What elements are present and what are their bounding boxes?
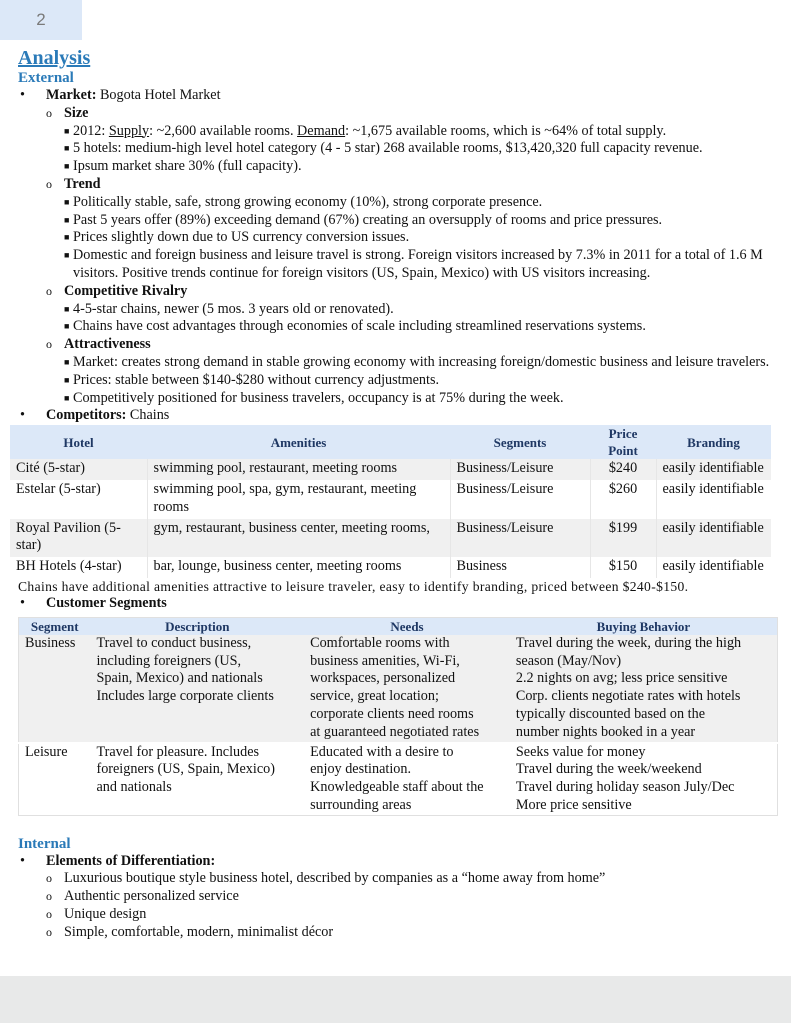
square-bullet-icon: ■ (64, 374, 70, 385)
circle-bullet-icon: o (46, 871, 52, 886)
table-row: Business Travel to conduct business, including foreigners (US, Spain, Mexico) and nationals Includes large corporate clients Comfortable rooms with business amenities, Wi-Fi, workspaces, personalized service, great location; corporate clients need rooms at guaranteed negotiated rates Travel during the week, during the high season (May/Nov) 2.2 nights on avg; less price sensitive Corp. clients negotiate rates with hotels typically discounted based on the number nights booked in a year (19, 635, 778, 743)
square-bullet-icon: ■ (64, 125, 70, 136)
attractiveness-item: ■ Market: creates strong demand in stable growing economy with increasing foreign/domestic business and leisure travelers. (64, 353, 770, 370)
column-header: Hotel (10, 425, 147, 459)
circle-bullet-icon: o (46, 283, 52, 298)
competitors-note: Chains have additional amenities attractive to leisure traveler, easy to identify branding, priced between $240-$150. (18, 578, 689, 594)
bullet-icon: • (20, 87, 25, 103)
rivalry-heading: o Competitive Rivalry (46, 282, 188, 299)
document-body (0, 46, 791, 942)
table-row: Leisure Travel for pleasure. Includes foreigners (US, Spain, Mexico) and nationals Educated with a desire to enjoy destination. Knowledgeable staff about the surrounding areas Seeks value for money Travel during the week/weekend Travel during holiday season July/Dec More price sensitive (19, 743, 778, 816)
differentiation-item: o Authentic personalized service (46, 888, 239, 905)
rivalry-item: ■ 4-5-star chains, newer (5 mos. 3 years old or renovated). (64, 300, 394, 317)
competitors-bullet: • Competitors: Chains (20, 407, 170, 424)
attractiveness-heading: o Attractiveness (46, 336, 151, 353)
differentiation-item: o Simple, comfortable, modern, minimalist décor (46, 923, 334, 940)
column-header: Segments (450, 425, 590, 459)
behavior-cell: Seeks value for money Travel during the week/weekend Travel during holiday season July/Dec More price sensitive (510, 743, 778, 816)
table-header-row (19, 617, 778, 635)
circle-bullet-icon: o (46, 176, 52, 191)
square-bullet-icon: ■ (64, 196, 70, 207)
circle-bullet-icon: o (46, 889, 52, 904)
column-header: Needs (304, 617, 510, 635)
column-header: Amenities (147, 425, 450, 459)
size-item: ■ 5 hotels: medium-high level hotel category (4 - 5 star) 268 available rooms, $13,420,320 full capacity revenue. (64, 140, 703, 157)
square-bullet-icon: ■ (64, 303, 70, 314)
market-value: Bogota Hotel Market (96, 87, 221, 103)
square-bullet-icon: ■ (64, 161, 70, 172)
page-title: Analysis (18, 47, 91, 69)
square-bullet-icon: ■ (64, 321, 70, 332)
square-bullet-icon: ■ (64, 392, 70, 403)
customer-segments-bullet: • Customer Segments (20, 594, 167, 611)
table-row: Cité (5-star) swimming pool, restaurant, meeting rooms Business/Leisure $240 easily identifiable (10, 459, 771, 480)
section-heading-external: External (18, 70, 74, 86)
behavior-cell: Travel during the week, during the high season (May/Nov) 2.2 nights on avg; less price sensitive Corp. clients negotiate rates with hotels typically discounted based on the number nights booked in a year (510, 635, 778, 743)
attractiveness-item: ■ Competitively positioned for business travelers, occupancy is at 75% during the week. (64, 389, 564, 406)
table-row: BH Hotels (4-star) bar, lounge, business center, meeting rooms Business $150 easily identifiable (10, 557, 771, 578)
description-cell: Travel for pleasure. Includes foreigners (US, Spain, Mexico) and nationals (90, 743, 304, 816)
market-bullet (0, 87, 791, 105)
trend-item: ■ Past 5 years offer (89%) exceeding demand (67%) creating an oversupply of rooms and price pressures. (64, 211, 663, 228)
column-header: Price Point (590, 425, 656, 459)
attractiveness-item: ■ Prices: stable between $140-$280 without currency adjustments. (64, 371, 440, 388)
trend-item: ■ Politically stable, safe, strong growing economy (10%), strong corporate presence. (64, 193, 543, 210)
size-item: ■ Ipsum market share 30% (full capacity). (64, 158, 302, 175)
market-label: Market: (46, 87, 97, 103)
column-header: Buying Behavior (510, 617, 778, 635)
differentiation-bullet: • Elements of Differentiation: (20, 852, 216, 869)
bullet-icon: • (20, 852, 25, 869)
column-header: Segment (19, 617, 91, 635)
circle-bullet-icon: o (46, 105, 52, 120)
bullet-icon: • (20, 594, 25, 611)
differentiation-item: o Luxurious boutique style business hotel, described by companies as a “home away from home” (46, 870, 606, 887)
competitors-table (10, 425, 771, 578)
needs-cell: Comfortable rooms with business amenities, Wi-Fi, workspaces, personalized service, great location; corporate clients need rooms at guaranteed negotiated rates (304, 635, 510, 743)
size-item: ■ 2012: Supply: ~2,600 available rooms. Demand: ~1,675 available rooms, which is ~64% of total supply. (64, 122, 667, 139)
trend-item: ■ Domestic and foreign business and leisure travel is strong. Foreign visitors increased by 7.3% in 2011 for a total of 1.6 M visitors. Positive trends continue for foreign visitors (US, Spain, Mexico) with US visitors increasing. (64, 247, 763, 281)
table-row: Royal Pavilion (5-star) gym, restaurant, business center, meeting rooms, Business/Leisure $199 easily identifiable (10, 519, 771, 558)
needs-cell: Educated with a desire to enjoy destination. Knowledgeable staff about the surrounding areas (304, 743, 510, 816)
customer-segments-table (18, 617, 778, 816)
page-number: 2 (0, 0, 82, 40)
column-header: Description (90, 617, 304, 635)
rivalry-item: ■ Chains have cost advantages through economies of scale including streamlined reservations systems. (64, 318, 646, 335)
circle-bullet-icon: o (46, 907, 52, 922)
trend-heading: o Trend (46, 175, 101, 192)
circle-bullet-icon: o (46, 337, 52, 352)
description-cell: Travel to conduct business, including foreigners (US, Spain, Mexico) and nationals Includes large corporate clients (90, 635, 304, 743)
square-bullet-icon: ■ (64, 250, 70, 261)
page-footer-band (0, 976, 791, 1023)
column-header: Branding (656, 425, 771, 459)
circle-bullet-icon: o (46, 924, 52, 939)
trend-item: ■ Prices slightly down due to US currency conversion issues. (64, 229, 410, 246)
square-bullet-icon: ■ (64, 143, 70, 154)
bullet-icon: • (20, 407, 25, 424)
differentiation-item: o Unique design (46, 906, 147, 923)
section-heading-internal: Internal (18, 835, 71, 852)
square-bullet-icon: ■ (64, 232, 70, 243)
table-header-row (10, 425, 771, 459)
square-bullet-icon: ■ (64, 356, 70, 367)
square-bullet-icon: ■ (64, 214, 70, 225)
size-heading: o Size (46, 104, 89, 121)
table-row: Estelar (5-star) swimming pool, spa, gym, restaurant, meeting rooms Business/Leisure $260 easily identifiable (10, 480, 771, 519)
